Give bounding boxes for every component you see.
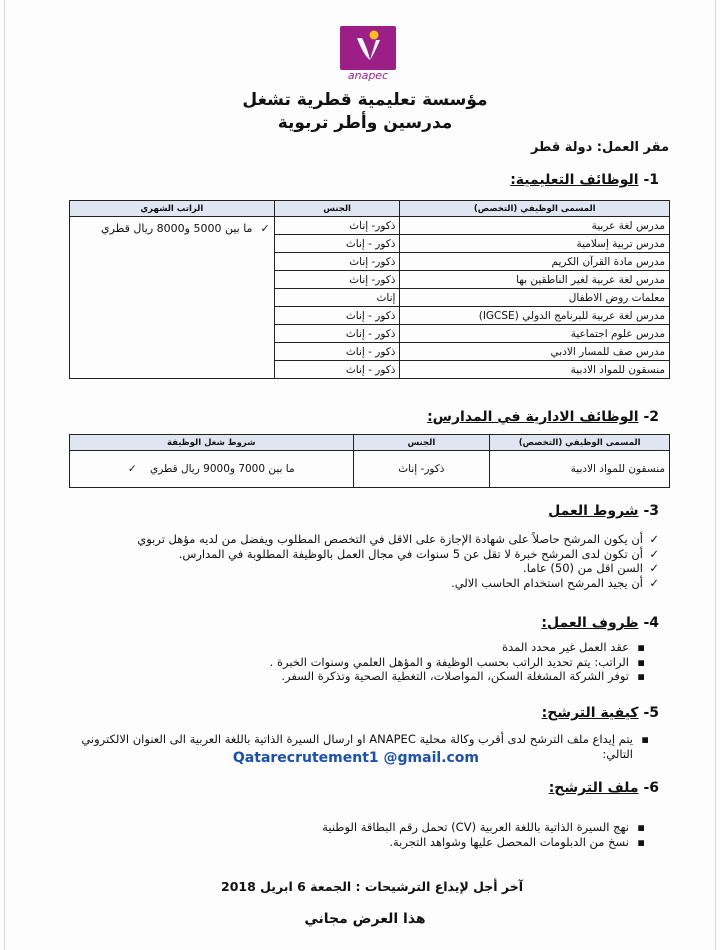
job-title: مدرس علوم اجتماعية [400,325,670,343]
table-header-row [70,201,670,217]
job-gender: ذكور- إناث [353,451,490,488]
header-salary: الراتب الشهري [70,201,275,217]
list-item [53,532,659,547]
job-gender: ذكور - إناث [274,361,400,379]
salary-cell [70,217,275,379]
teaching-jobs-table [69,200,670,379]
header-title: المسمى الوظيفي (التخصص) [400,201,670,217]
header-conditions: شروط شغل الوظيفة [70,435,354,451]
bullet-icon: ▪ [637,834,645,849]
section-1-heading: 1- الوظائف التعليمية: [510,172,659,188]
checkmark-icon: ✓ [649,575,659,590]
bullet-icon: ▪ [637,654,645,669]
bullet-icon: ▪ [637,640,645,654]
section-5-heading: 5- كيفية الترشح: [541,705,659,721]
list-item [53,561,659,576]
condition-text: السن اقل من (50) عاما. [523,561,643,575]
condition-text: أن يجيد المرشح استخدام الحاسب الالي. [451,575,643,590]
job-title: مدرس لغة عربية لغير الناطقين بها [400,271,670,289]
circumstance-text: الراتب: يتم تحديد الراتب بحسب الوظيفة و المؤهل العلمي وسنوات الخبرة . [269,654,629,669]
job-title: مدرس صف للمسار الادبي [400,343,670,361]
list-item [53,820,645,835]
application-file-list [53,820,645,849]
free-offer-text: هذا العرض مجاني [304,911,426,927]
title-line-2: مدرسين وأطر تربوية [277,113,453,133]
checkmark-icon: ✓ [649,546,659,561]
workplace: مقر العمل: دولة قطر [530,140,669,155]
bullet-icon: ▪ [637,669,645,683]
list-item [53,640,645,655]
logo-text: anapec [347,69,389,82]
header-gender: الجنس [353,435,490,451]
condition-text: أن تكون لدى المرشح خبرة لا تقل عن 5 سنوات في مجال العمل بالوظيفة المطلوبة في المدارس. [178,546,643,561]
job-gender: ذكور - إناث [274,307,400,325]
header-title: المسمى الوظيفي (التخصص) [490,435,670,451]
section-2-heading: 2- الوظائف الادارية في المدارس: [427,409,659,425]
checkmark-icon: ✓ [127,463,137,475]
job-title: مدرس لغة عربية للبرنامج الدولي (IGCSE) [400,307,670,325]
job-title: منسقون للمواد الادبية [400,361,670,379]
list-item [53,669,645,684]
email-link[interactable]: Qatarecrutement1 @gmail.com [232,750,479,766]
table-header-row [70,435,670,451]
teaching-jobs-body [70,217,670,379]
work-conditions-list [53,532,659,590]
method-text: يتم إيداع ملف الترشح لدى أقرب وكالة محلية ANAPEC او ارسال السيرة الذاتية باللغة العربية الى العنوان الالكتروني التالي: [81,732,633,761]
work-circumstances-list [53,640,645,684]
table-row [70,217,670,235]
list-item [53,835,645,850]
list-item [53,655,645,670]
salary-text: ما بين 5000 و8000 ريال قطري [100,222,253,235]
job-gender: ذكور- إناث [274,253,400,271]
job-title: منسقون للمواد الادبية [490,451,670,488]
admin-jobs-table [69,434,670,488]
document-page [4,0,716,950]
job-gender: ذكور- إناث [274,271,400,289]
job-title: معلمات روض الاطفال [400,289,670,307]
table-row [70,451,670,488]
bullet-icon: ▪ [641,732,649,746]
job-gender: ذكور- إناث [274,217,400,235]
section-4-heading: 4- ظروف العمل: [541,615,659,631]
list-item [53,547,659,562]
condition-text: أن يكون المرشح حاصلاً على شهادة الإجازة على الاقل في التخصص المطلوب ويفضل من لديه مؤهل تربوي [137,532,643,546]
anapec-logo [340,26,396,82]
job-title: مدرس تربية إسلامية [400,235,670,253]
header-gender: الجنس [274,201,400,217]
job-conditions [70,451,354,488]
job-title: مدرس لغة عربية [400,217,670,235]
circumstance-text: عقد العمل غير محدد المدة [502,640,629,654]
deadline-text: آخر أجل لإيداع الترشيحات : الجمعة 6 ابريل 2018 [221,879,524,894]
job-gender: إناث [274,289,400,307]
job-gender: ذكور - إناث [274,235,400,253]
job-title: مدرس مادة القرآن الكريم [400,253,670,271]
circumstance-text: توفر الشركة المشغلة السكن، المواصلات، التغطية الصحية وتذكرة السفر. [281,669,629,683]
job-gender: ذكور - إناث [274,325,400,343]
section-6-heading: 6- ملف الترشح: [548,780,659,796]
title-line-1: مؤسسة تعليمية قطرية تشغل [242,90,488,110]
checkmark-icon: ✓ [260,222,270,235]
file-item-text: نهج السيرة الذاتية باللغة العربية (CV) تحمل رقم البطاقة الوطنية [322,820,629,834]
logo-mark-icon [340,26,396,70]
checkmark-icon: ✓ [649,532,659,546]
checkmark-icon: ✓ [649,561,659,575]
job-conditions-text: ما بين 7000 و9000 ريال قطري [150,463,295,475]
bullet-icon: ▪ [637,820,645,834]
job-gender: ذكور - إناث [274,343,400,361]
file-item-text: نسخ من الدبلومات المحصل عليها وشواهد التجربة. [389,834,629,849]
list-item [53,576,659,591]
section-3-heading: 3- شروط العمل [548,503,659,519]
